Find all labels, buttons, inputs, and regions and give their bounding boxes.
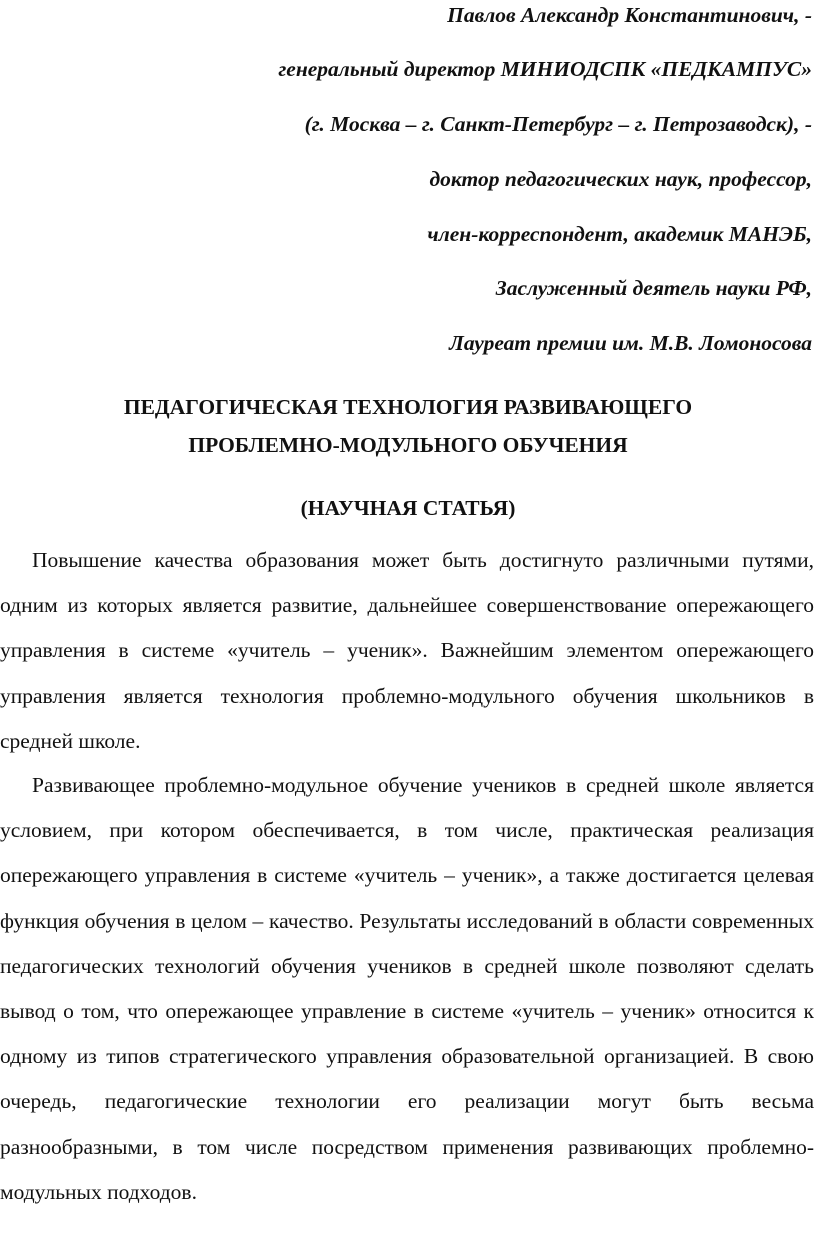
body-paragraph-1: Повышение качества образования может быть достигнуто различными путями, одним из которых является развитие, дальнейшее совершенствование опережающего управления в системе «учитель – ученик». Важнейшим элементом опережающего управления является технология проблемно-модульного обучения школьников в средней школе.	[0, 548, 814, 753]
author-name-line: Павлов Александр Константинович, -	[447, 3, 812, 27]
article-subtitle: (НАУЧНАЯ СТАТЬЯ)	[300, 496, 516, 520]
author-position-line: генеральный директор МИНИОДСПК «ПЕДКАМПУС»	[278, 57, 812, 81]
article-title-line-2: ПРОБЛЕМНО-МОДУЛЬНОГО ОБУЧЕНИЯ	[188, 433, 628, 457]
body-paragraph-2: Развивающее проблемно-модульное обучение учеников в средней школе является условием, при котором обеспечивается, в том числе, практическая реализация опережающего управления в системе «учитель – ученик», а также достигается целевая функция обучения в целом – качество. Результаты исследований в области современных педагогических технологий обучения учеников в средней школе позволяют сделать вывод о том, что опережающее управление в системе «учитель – ученик» относится к одному из типов стратегического управления образовательной организацией. В свою очередь, педагогические технологии его реализации могут быть весьма разнообразными, в том числе посредством применения развивающих проблемно-модульных подходов.	[0, 773, 814, 1204]
author-honor-line: Заслуженный деятель науки РФ,	[495, 276, 812, 300]
author-location-line: (г. Москва – г. Санкт-Петербург – г. Петрозаводск), -	[304, 112, 812, 136]
author-degree-line: доктор педагогических наук, профессор,	[429, 167, 812, 191]
author-award-line: Лауреат премии им. М.В. Ломоносова	[449, 331, 812, 355]
author-membership-line: член-корреспондент, академик МАНЭБ,	[427, 222, 812, 246]
article-title-line-1: ПЕДАГОГИЧЕСКАЯ ТЕХНОЛОГИЯ РАЗВИВАЮЩЕГО	[123, 395, 693, 419]
